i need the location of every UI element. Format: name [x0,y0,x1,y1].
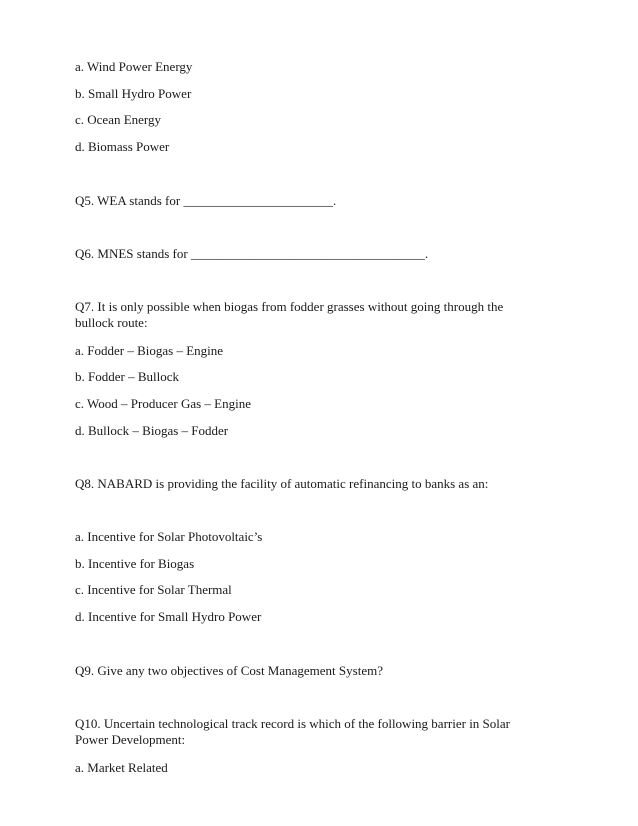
q4-option-a: a. Wind Power Energy [75,59,193,74]
q8-option-b: b. Incentive for Biogas [75,556,195,571]
q7-option-d: d. Bullock – Biogas – Fodder [75,423,229,438]
q8-option-c: c. Incentive for Solar Thermal [75,582,232,597]
question-6: Q6. MNES stands for ____________________________________. [75,246,429,261]
q7-option-b: b. Fodder – Bullock [75,369,179,384]
q7-option-a: a. Fodder – Biogas – Engine [75,343,224,358]
q8-option-a: a. Incentive for Solar Photovoltaic’s [75,529,263,544]
q4-option-c: c. Ocean Energy [75,112,162,127]
question-9: Q9. Give any two objectives of Cost Management System? [75,663,383,678]
question-8: Q8. NABARD is providing the facility of automatic refinancing to banks as an: [75,476,489,491]
question-7: Q7. It is only possible when biogas from fodder grasses without going through the bullock route: [75,299,504,330]
q8-option-d: d. Incentive for Small Hydro Power [75,609,262,624]
q7-option-c: c. Wood – Producer Gas – Engine [75,396,251,411]
question-5: Q5. WEA stands for _______________________. [75,193,337,208]
q4-option-d: d. Biomass Power [75,139,170,154]
q4-option-b: b. Small Hydro Power [75,86,192,101]
q10-option-a: a. Market Related [75,760,168,775]
question-10: Q10. Uncertain technological track record is which of the following barrier in Solar Power Development: [75,716,510,747]
